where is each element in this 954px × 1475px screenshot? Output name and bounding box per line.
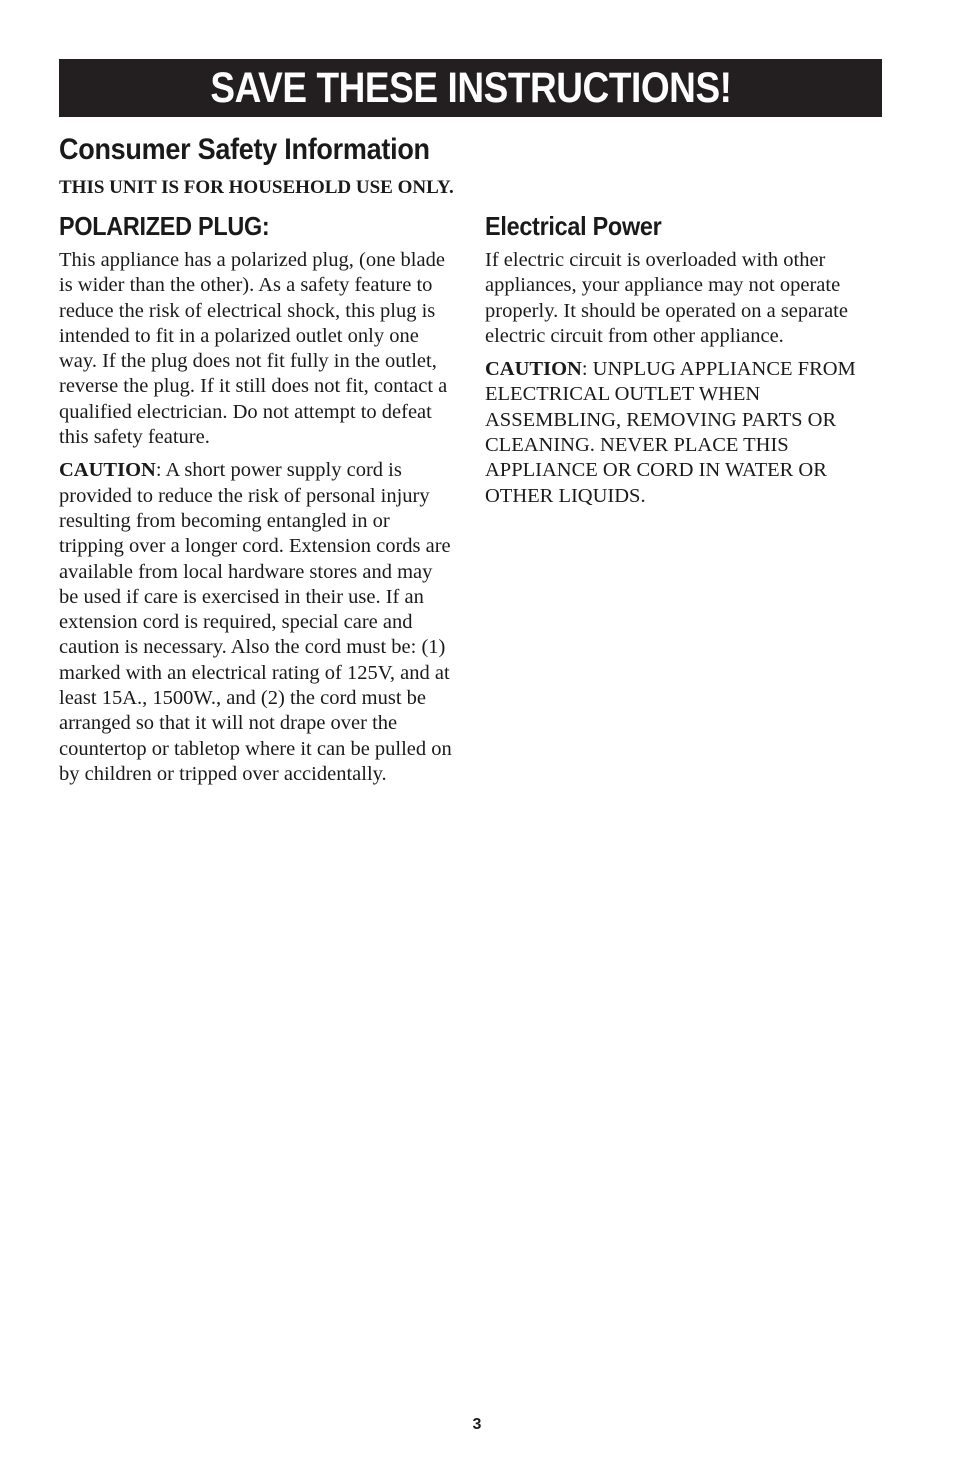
electrical-power-paragraph: If electric circuit is overloaded with other appliances, your appliance may not operate properly. It should be operated on a separate electric circuit from other appliance. (485, 249, 848, 347)
polarized-plug-paragraph: This appliance has a polarized plug, (one blade is wider than the other). As a safety feature to reduce the risk of electrical shock, this plug is intended to fit in a polarized outlet only one way. If the plug does not fit fully in the outlet, reverse the plug. If it still does not fit, contact a qualified electrician. Do not attempt to defeat this safety feature. (59, 249, 448, 449)
cord-caution-paragraph (59, 458, 455, 787)
page-number: 3 (472, 1416, 482, 1433)
unplug-caution-text: : UNPLUG APPLIANCE FROM ELECTRICAL OUTLET WHEN ASSEMBLING, REMOVING PARTS OR CLEANING. NEVER PLACE THIS APPLIANCE OR CORD IN WATER OR OTHER LIQUIDS. (485, 358, 856, 507)
banner-title: SAVE THESE INSTRUCTIONS! (209, 64, 732, 112)
cord-caution-text: : A short power supply cord is provided to reduce the risk of personal injury resulting from becoming entangled in or tripping over a longer cord. Extension cords are available from local hardware stores and may be used if care is exercised in their use. If an extension cord is required, special care and caution is necessary. Also the cord must be: (1) marked with an electrical rating of 125V, and at least 15A., 1500W., and (2) the cord must be arranged so that it will not drape over the countertop or tabletop where it can be pulled on by children or tripped over accidentally. (59, 459, 452, 785)
electrical-power-heading: Electrical Power (485, 211, 662, 241)
caution-label: CAUTION (485, 358, 582, 381)
household-use-notice: THIS UNIT IS FOR HOUSEHOLD USE ONLY. (59, 177, 454, 198)
section-title: Consumer Safety Information (59, 133, 430, 166)
polarized-plug-column (59, 208, 455, 795)
caution-label: CAUTION (59, 459, 156, 482)
unplug-caution-paragraph (485, 357, 877, 509)
electrical-power-column (485, 208, 877, 517)
save-instructions-banner (59, 59, 882, 117)
polarized-plug-heading: POLARIZED PLUG: (59, 211, 270, 241)
